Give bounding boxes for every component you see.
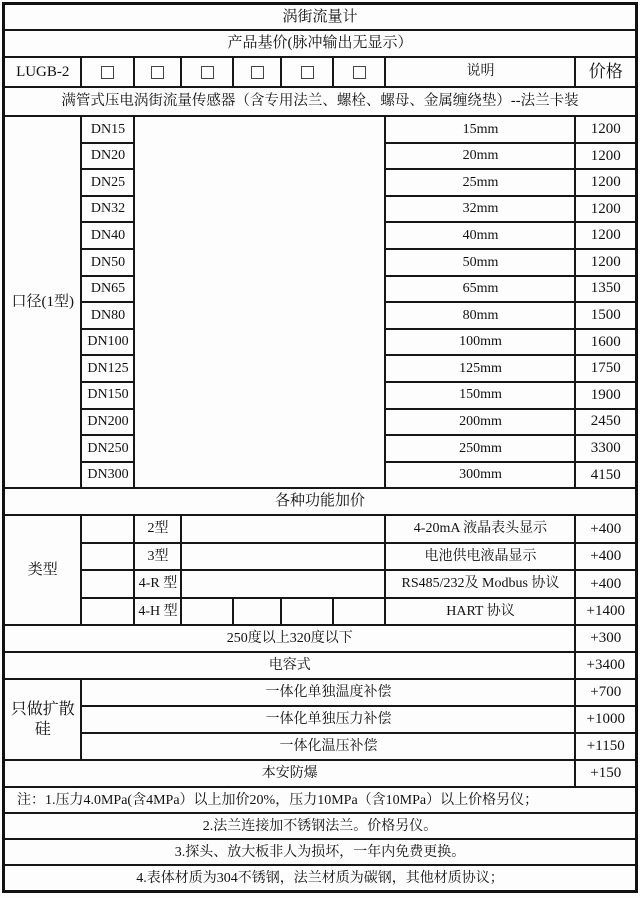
empty-cell: [81, 515, 134, 543]
price-cell: 1900: [575, 382, 636, 409]
base-price-subtitle: 产品基价(脉冲输出无显示）: [3, 30, 636, 57]
price-cell: 1350: [575, 276, 636, 303]
price-cell: +1150: [575, 733, 636, 760]
checkbox-square-icon[interactable]: [301, 66, 314, 79]
desc-cell: 25mm: [385, 169, 575, 196]
price-sheet-table: [2, 2, 638, 893]
model-code-label: LUGB-2: [3, 57, 81, 87]
price-cell: 1200: [575, 143, 636, 170]
empty-cell: [134, 116, 385, 488]
price-cell: 1200: [575, 116, 636, 143]
price-cell: +1000: [575, 706, 636, 733]
desc-cell: 一体化单独压力补偿: [81, 706, 575, 733]
type-cell: 2型: [134, 515, 181, 543]
price-cell: +150: [575, 760, 636, 787]
empty-cell: [81, 598, 134, 626]
price-cell: +400: [575, 543, 636, 571]
description-column-header: 说明: [385, 57, 575, 87]
table-row: [3, 865, 636, 892]
table-row: [3, 570, 636, 598]
price-cell: +400: [575, 515, 636, 543]
checkbox-square-icon[interactable]: [201, 66, 214, 79]
diameter-section-label: 口径(1型): [3, 116, 81, 488]
note-line: 注：1.压力4.0MPa(含4MPa）以上加价20%，压力10MPa（含10MPa）以上价格另仪；: [3, 787, 636, 813]
model-code-slot: [281, 57, 333, 87]
model-code-slot: [233, 57, 281, 87]
desc-cell: 电池供电液晶显示: [385, 543, 575, 571]
price-cell: 1200: [575, 222, 636, 249]
desc-cell: 电容式: [3, 652, 575, 679]
price-cell: 1600: [575, 329, 636, 356]
sensor-description: 满管式压电涡街流量传感器（含专用法兰、螺栓、螺母、金属缠绕垫）--法兰卡装: [3, 87, 636, 116]
dn-cell: DN100: [81, 329, 134, 356]
dn-cell: DN25: [81, 169, 134, 196]
checkbox-square-icon[interactable]: [251, 66, 264, 79]
price-cell: +400: [575, 570, 636, 598]
desc-cell: 150mm: [385, 382, 575, 409]
model-code-slot: [181, 57, 233, 87]
checkbox-square-icon[interactable]: [151, 66, 164, 79]
empty-cell: [181, 515, 385, 543]
desc-cell: 100mm: [385, 329, 575, 356]
table-row: [3, 4, 636, 31]
dn-cell: DN80: [81, 302, 134, 329]
price-cell: 2450: [575, 409, 636, 436]
price-cell: +1400: [575, 598, 636, 626]
type-cell: 3型: [134, 543, 181, 571]
price-cell: 1500: [575, 302, 636, 329]
dn-cell: DN15: [81, 116, 134, 143]
desc-cell: 20mm: [385, 143, 575, 170]
table-row: [3, 625, 636, 652]
empty-cell: [333, 598, 385, 626]
model-code-header-row: [3, 57, 636, 87]
empty-cell: [181, 543, 385, 571]
table-row: [3, 30, 636, 57]
desc-cell: 一体化温压补偿: [81, 733, 575, 760]
desc-cell: 4-20mA 液晶表头显示: [385, 515, 575, 543]
type-section-label: 类型: [3, 515, 81, 625]
table-row: [3, 733, 636, 760]
table-row: [3, 515, 636, 543]
table-row: [3, 488, 636, 515]
price-cell: 1200: [575, 196, 636, 223]
price-column-header: 价格: [575, 57, 636, 87]
price-cell: 4150: [575, 462, 636, 489]
empty-cell: [81, 570, 134, 598]
table-row: [3, 116, 636, 143]
price-cell: 1200: [575, 249, 636, 276]
desc-cell: 15mm: [385, 116, 575, 143]
dn-cell: DN32: [81, 196, 134, 223]
empty-cell: [181, 570, 385, 598]
page-title: 涡街流量计: [3, 4, 636, 31]
price-cell: +3400: [575, 652, 636, 679]
note-line: 2.法兰连接加不锈钢法兰。价格另仪。: [3, 813, 636, 839]
desc-cell: RS485/232及 Modbus 协议: [385, 570, 575, 598]
table-row: [3, 813, 636, 839]
model-code-slot: [134, 57, 181, 87]
desc-cell: 200mm: [385, 409, 575, 436]
note-line: 4.表体材质为304不锈钢，法兰材质为碳钢，其他材质协议；: [3, 865, 636, 892]
compensation-section-label: [3, 679, 81, 760]
price-cell: 1200: [575, 169, 636, 196]
price-cell: 1750: [575, 355, 636, 382]
table-row: [3, 543, 636, 571]
desc-cell: 本安防爆: [3, 760, 575, 787]
model-code-slot: [333, 57, 385, 87]
type-cell: 4-H 型: [134, 598, 181, 626]
table-row: [3, 839, 636, 865]
price-cell: +700: [575, 679, 636, 706]
checkbox-square-icon[interactable]: [101, 66, 114, 79]
price-cell: +300: [575, 625, 636, 652]
dn-cell: DN150: [81, 382, 134, 409]
dn-cell: DN40: [81, 222, 134, 249]
desc-cell: 250度以上320度以下: [3, 625, 575, 652]
table-row: [3, 760, 636, 787]
type-cell: 4-R 型: [134, 570, 181, 598]
desc-cell: 80mm: [385, 302, 575, 329]
table-row: [3, 87, 636, 116]
dn-cell: DN50: [81, 249, 134, 276]
table-row: [3, 598, 636, 626]
empty-cell: [81, 543, 134, 571]
table-row: [3, 652, 636, 679]
empty-cell: [181, 598, 233, 626]
model-code-slot: [81, 57, 134, 87]
checkbox-square-icon[interactable]: [353, 66, 366, 79]
dn-cell: DN300: [81, 462, 134, 489]
table-row: [3, 787, 636, 813]
compensation-section-label-text: 只做扩散硅: [10, 700, 75, 738]
desc-cell: 一体化单独温度补偿: [81, 679, 575, 706]
dn-cell: DN250: [81, 435, 134, 462]
desc-cell: 250mm: [385, 435, 575, 462]
addons-section-title: 各种功能加价: [3, 488, 636, 515]
desc-cell: 32mm: [385, 196, 575, 223]
desc-cell: HART 协议: [385, 598, 575, 626]
empty-cell: [233, 598, 281, 626]
dn-cell: DN65: [81, 276, 134, 303]
note-line: 3.探头、放大板非人为损坏，一年内免费更换。: [3, 839, 636, 865]
desc-cell: 125mm: [385, 355, 575, 382]
dn-cell: DN125: [81, 355, 134, 382]
table-row: [3, 706, 636, 733]
desc-cell: 50mm: [385, 249, 575, 276]
empty-cell: [281, 598, 333, 626]
desc-cell: 65mm: [385, 276, 575, 303]
price-cell: 3300: [575, 435, 636, 462]
dn-cell: DN20: [81, 143, 134, 170]
desc-cell: 40mm: [385, 222, 575, 249]
desc-cell: 300mm: [385, 462, 575, 489]
dn-cell: DN200: [81, 409, 134, 436]
table-row: [3, 679, 636, 706]
